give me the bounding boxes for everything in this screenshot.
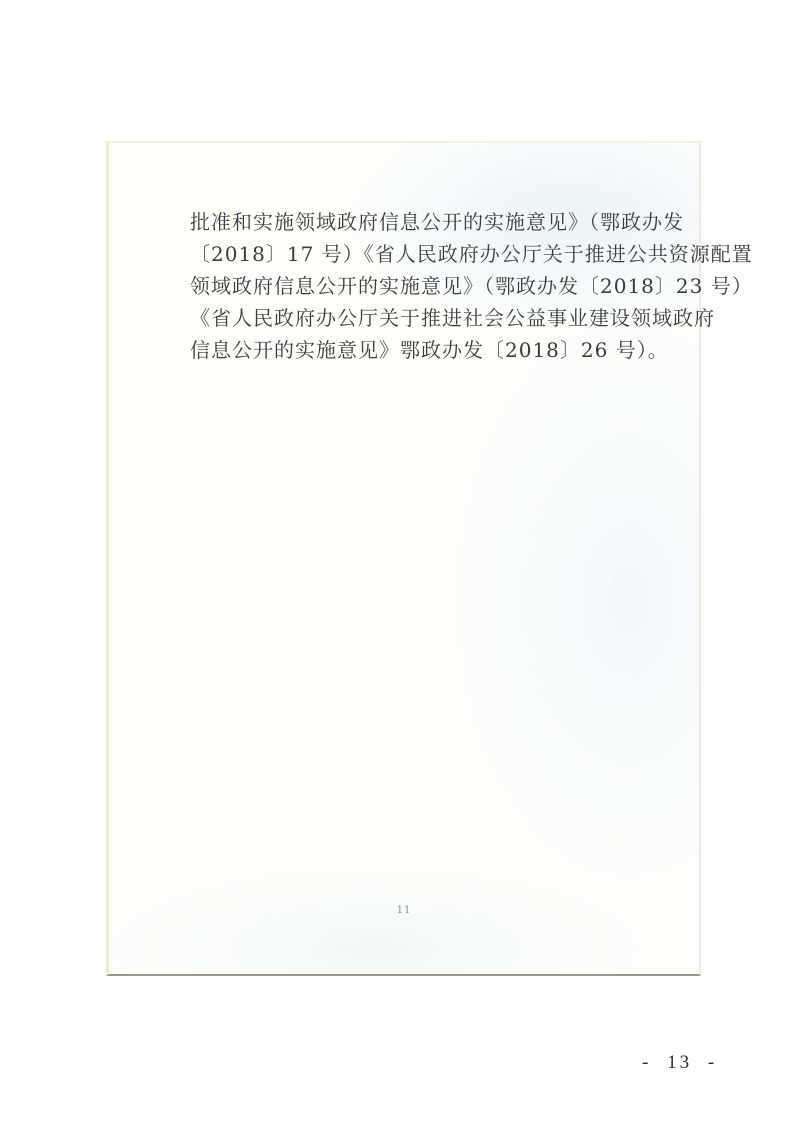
body-text-block — [190, 206, 753, 366]
body-text-line-1: 批准和实施领域政府信息公开的实施意见》（鄂政办发 — [190, 210, 684, 234]
inner-page-number: 11 — [396, 905, 412, 916]
body-text-line-3: 领域政府信息公开的实施意见》（鄂政办发〔2018〕23 号） — [190, 274, 753, 298]
scanned-page — [106, 141, 753, 976]
body-text-line-2: 〔2018〕17 号）《省人民政府办公厅关于推进公共资源配置 — [190, 242, 753, 266]
body-text-line-4: 《省人民政府办公厅关于推进社会公益事业建设领域政府 — [190, 306, 715, 330]
body-text-line-5: 信息公开的实施意见》鄂政办发〔2018〕26 号）。 — [190, 338, 669, 362]
page-number: - 13 - — [642, 1052, 718, 1073]
